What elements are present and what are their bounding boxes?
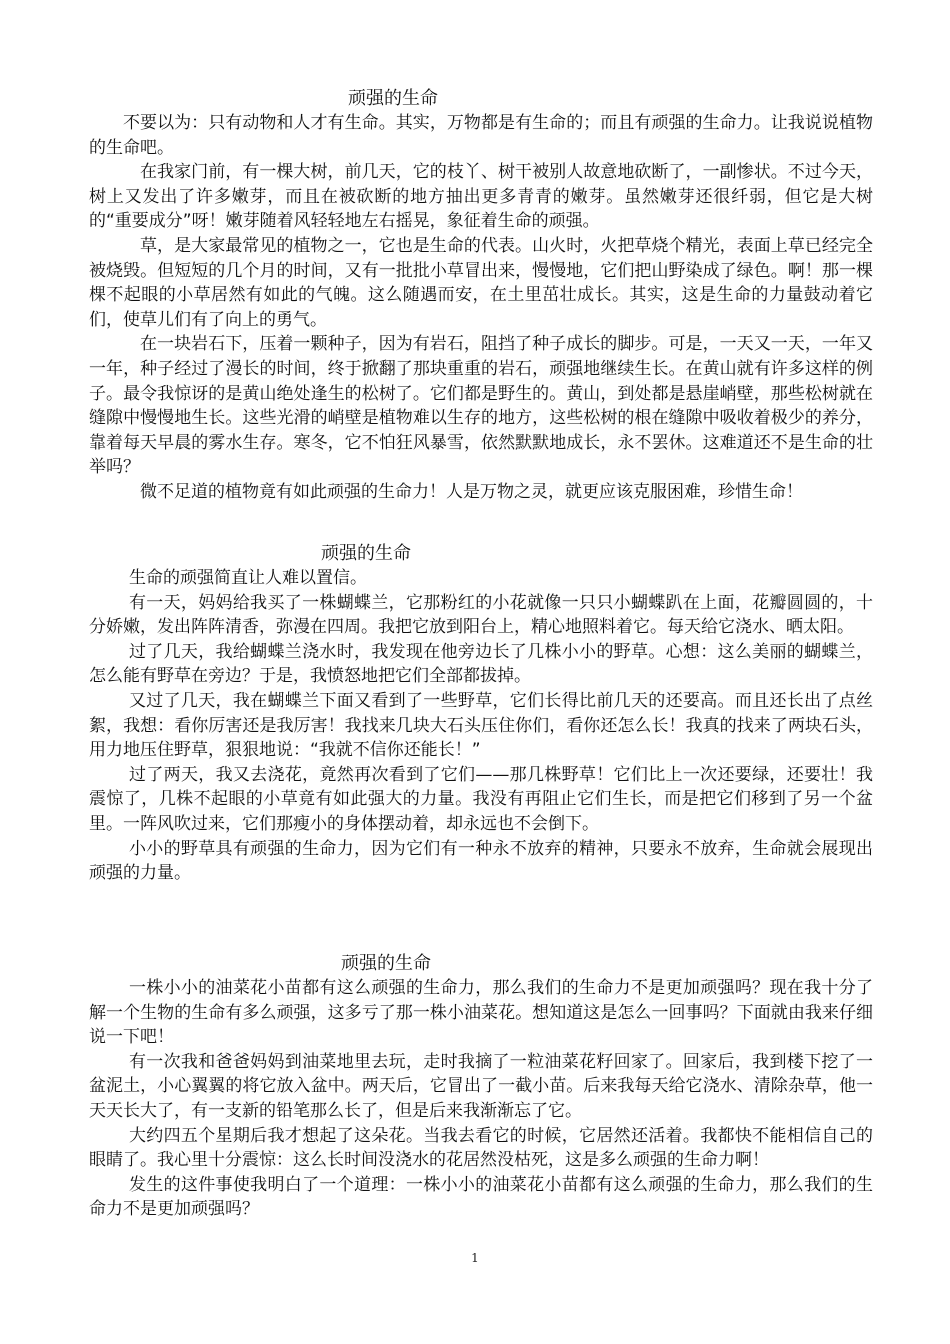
paragraph: 一株小小的油菜花小苗都有这么顽强的生命力，那么我们的生命力不是更加顽强吗？现在我十分了解一个生物的生命有多么顽强，这多亏了那一株小油菜花。想知道这是怎么一回事吗？下面就由我来仔细说一下吧！ <box>89 978 873 1048</box>
page-number: 1 <box>471 1251 479 1265</box>
paragraph: 草，是大家最常见的植物之一，它也是生命的代表。山火时，火把草烧个精光，表面上草已经完全被烧毁。但短短的几个月的时间，又有一批批小草冒出来，慢慢地，它们把山野染成了绿色。啊！那一棵棵不起眼的小草居然有如此的气魄。这么随遇而安，在土里茁壮成长。其实，这是生命的力量鼓动着它们，使草儿们有了向上的勇气。 <box>89 235 873 330</box>
essay-title: 顽强的生命 <box>348 88 438 109</box>
paragraph: 在一块岩石下，压着一颗种子，因为有岩石，阻挡了种子成长的脚步。可是，一天又一天，一年又一年，种子经过了漫长的时间，终于掀翻了那块重重的岩石，顽强地继续生长。在黄山就有许多这样的例子。最令我惊讶的是黄山绝处逢生的松树了。它们都是野生的。黄山，到处都是悬崖峭壁，那些松树就在缝隙中慢慢地生长。这些光滑的峭壁是植物难以生存的地方，这些松树的根在缝隙中吸收着极少的养分，靠着每天早晨的雾水生存。寒冬，它不怕狂风暴雪，依然默默地成长，永不罢休。这难道还不是生命的壮举吗？ <box>89 334 873 478</box>
paragraph: 微不足道的植物竟有如此顽强的生命力！人是万物之灵，就更应该克服困难，珍惜生命！ <box>140 481 803 502</box>
paragraph: 过了两天，我又去浇花，竟然再次看到了它们——那几株野草！它们比上一次还要绿，还要壮！我震惊了，几株不起眼的小草竟有如此强大的力量。我没有再阻止它们生长，而是把它们移到了另一个盆里。一阵风吹过来，它们那瘦小的身体摆动着，却永远也不会倒下。 <box>89 764 873 834</box>
paragraph: 大约四五个星期后我才想起了这朵花。当我去看它的时候，它居然还活着。我都快不能相信自己的眼睛了。我心里十分震惊：这么长时间没浇水的花居然没枯死，这是多么顽强的生命力啊！ <box>89 1125 873 1171</box>
paragraph: 在我家门前，有一棵大树，前几天，它的枝丫、树干被别人故意地砍断了，一副惨状。不过今天，树上又发出了许多嫩芽，而且在被砍断的地方抽出更多青青的嫩芽。虽然嫩芽还很纤弱，但它是大树的“重要成分”呀！嫩芽随着风轻轻地左右摇晃，象征着生命的顽强。 <box>89 162 873 232</box>
essay-2 <box>89 542 873 886</box>
paragraph: 过了几天，我给蝴蝶兰浇水时，我发现在他旁边长了几株小小的野草。心想：这么美丽的蝴蝶兰，怎么能有野草在旁边？于是，我愤怒地把它们全部都拔掉。 <box>89 641 873 687</box>
paragraph: 小小的野草具有顽强的生命力，因为它们有一种永不放弃的精神，只要永不放弃，生命就会展现出顽强的力量。 <box>89 838 873 884</box>
paragraph: 有一次我和爸爸妈妈到油菜地里去玩，走时我摘了一粒油菜花籽回家了。回家后，我到楼下挖了一盆泥土，小心翼翼的将它放入盆中。两天后，它冒出了一截小苗。后来我每天给它浇水、清除杂草，他一天天长大了，有一支新的铅笔那么长了，但是后来我渐渐忘了它。 <box>89 1051 873 1121</box>
essay-title: 顽强的生命 <box>341 953 431 974</box>
paragraph: 有一天，妈妈给我买了一株蝴蝶兰，它那粉红的小花就像一只只小蝴蝶趴在上面，花瓣圆圆的，十分娇嫩，发出阵阵清香，弥漫在四周。我把它放到阳台上，精心地照料着它。每天给它浇水、晒太阳。 <box>89 592 873 638</box>
essay-title: 顽强的生命 <box>321 543 411 564</box>
paragraph: 生命的顽强简直让人难以置信。 <box>129 568 367 588</box>
paragraph: 发生的这件事使我明白了一个道理：一株小小的油菜花小苗都有这么顽强的生命力，那么我们的生命力不是更加顽强吗？ <box>89 1174 873 1220</box>
paragraph: 又过了几天，我在蝴蝶兰下面又看到了一些野草，它们长得比前几天的还要高。而且还长出了点丝絮，我想：看你厉害还是我厉害！我找来几块大石头压住你们，看你还怎么长！我真的找来了两块石头，用力地压住野草，狠狠地说：“我就不信你还能长！” <box>89 690 873 761</box>
paragraph: 不要以为：只有动物和人才有生命。其实，万物都是有生命的；而且有顽强的生命力。让我说说植物的生命吧。 <box>89 113 873 158</box>
essay-1 <box>89 87 873 505</box>
essay-3 <box>89 952 873 1222</box>
